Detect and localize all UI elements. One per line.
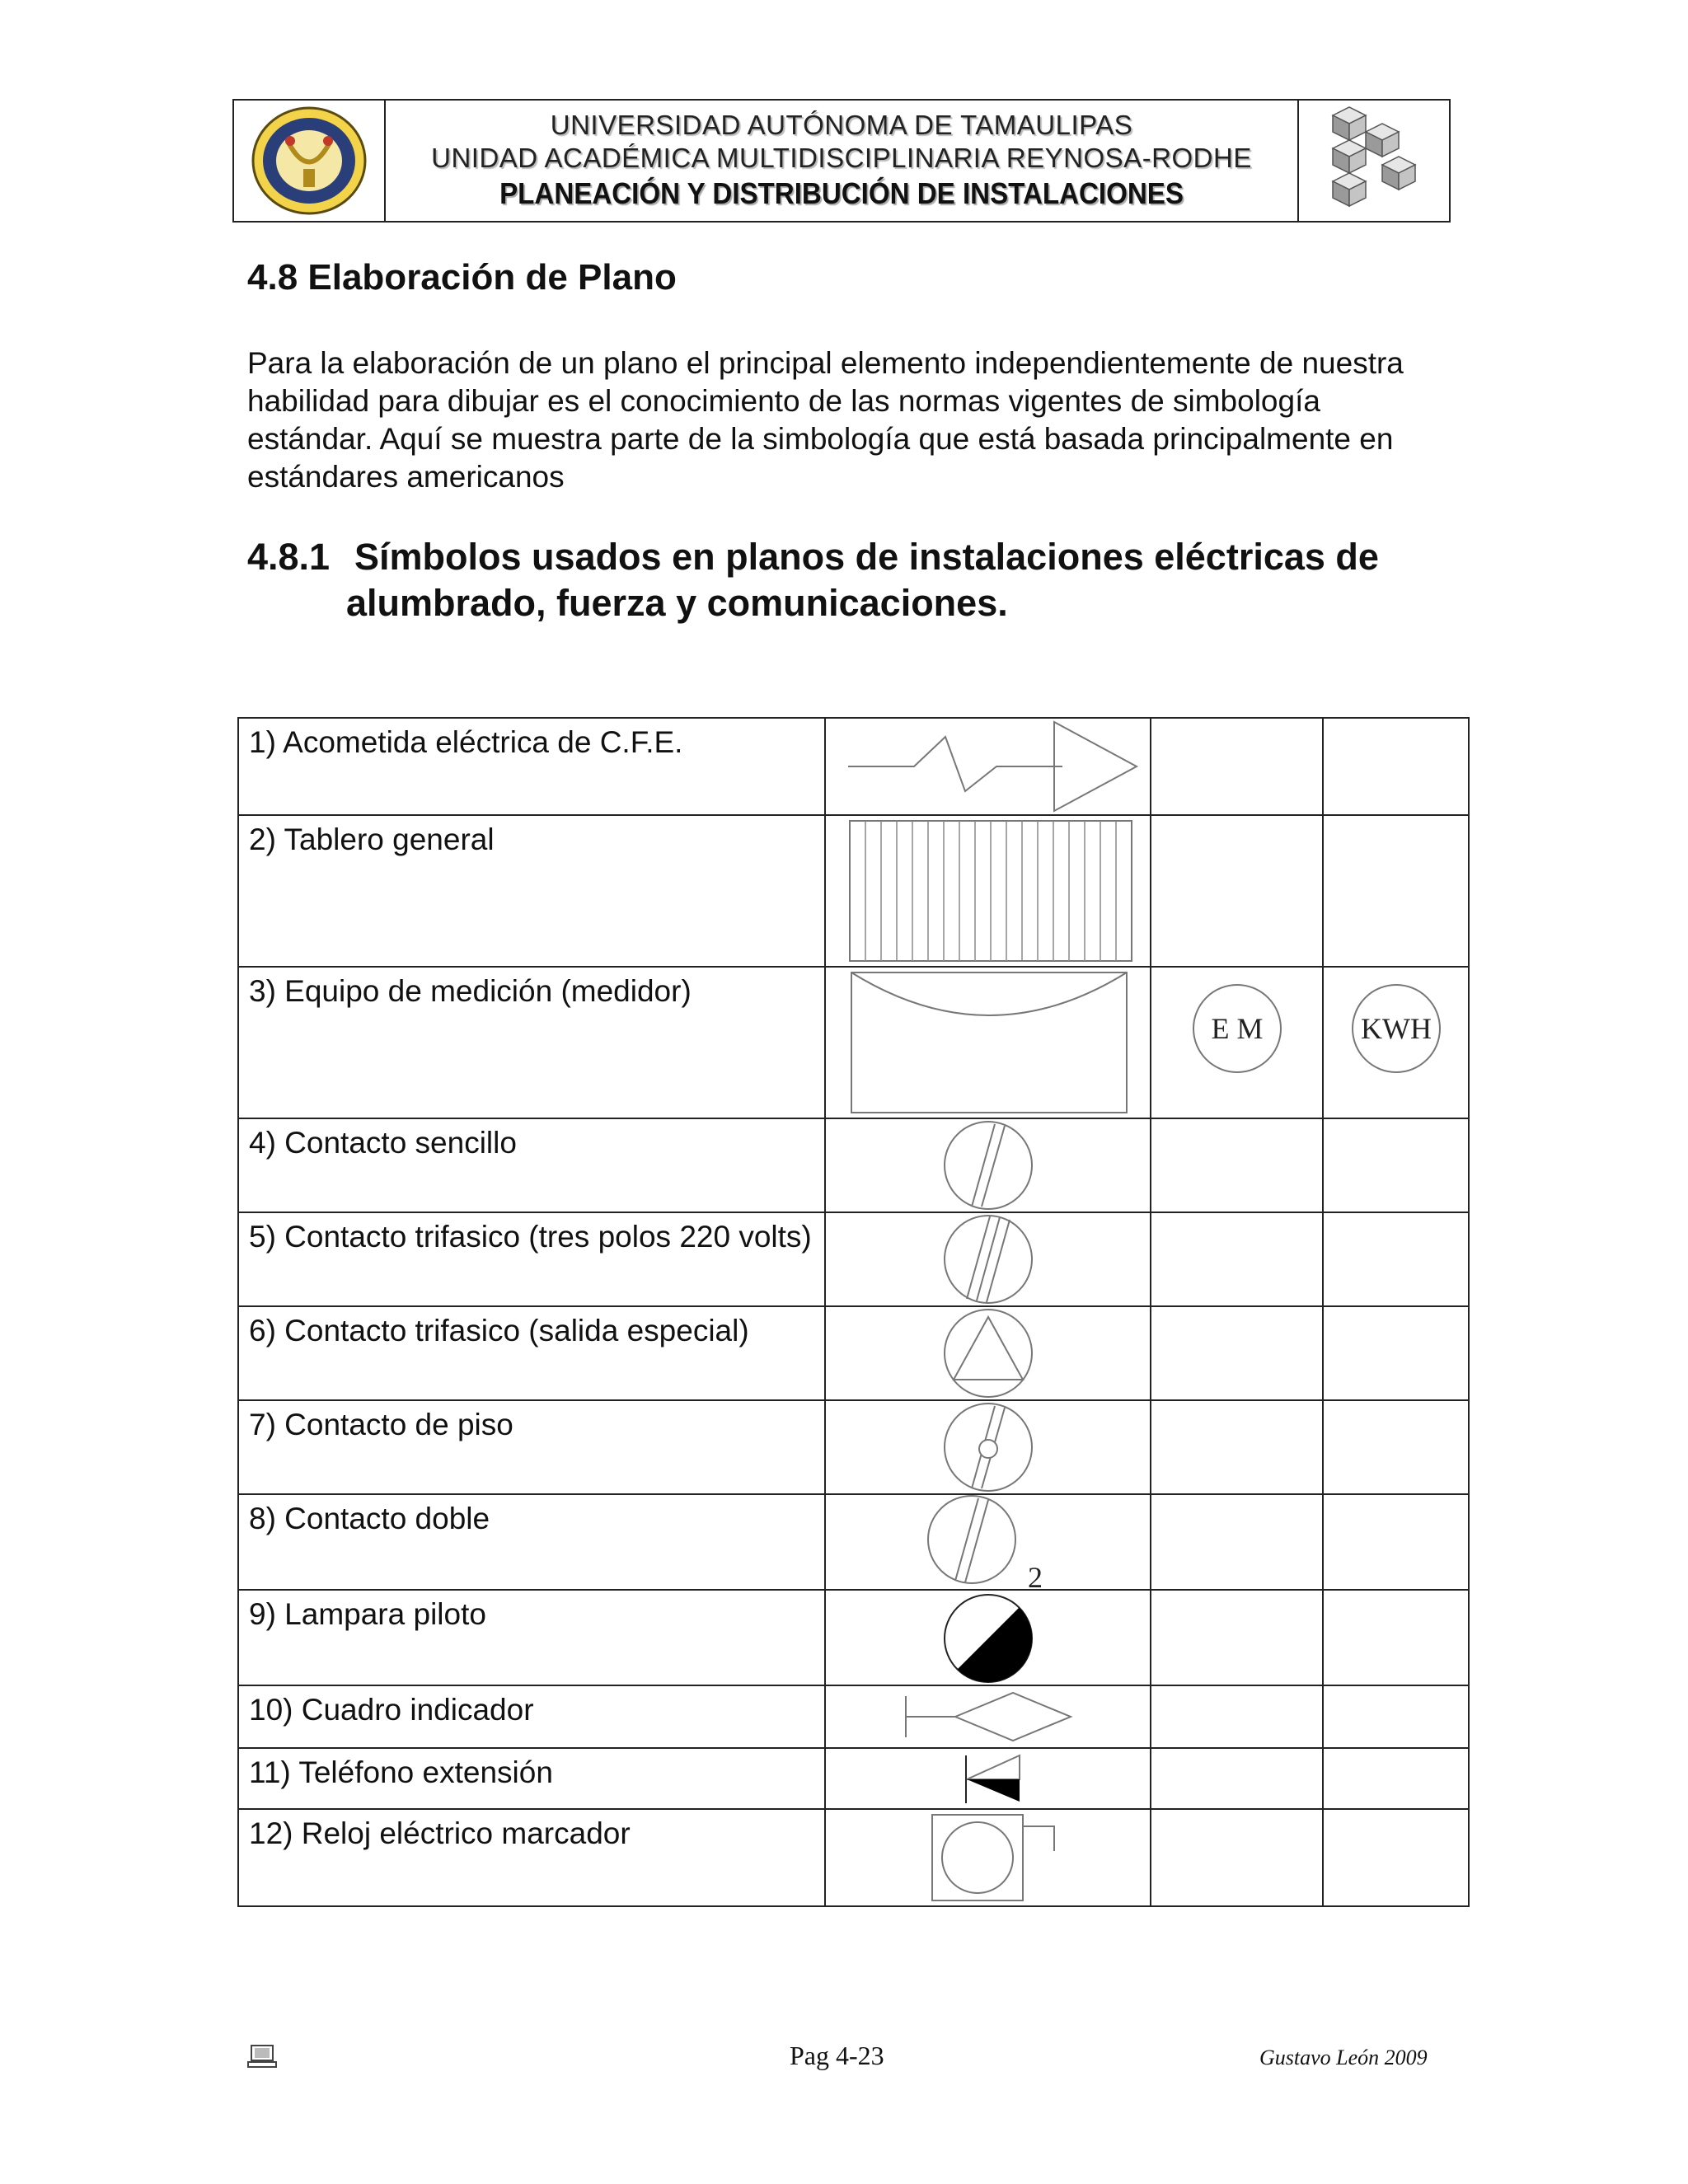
extra-cell [1323, 1400, 1469, 1494]
subsection-title-line2: alumbrado, fuerza y comunicaciones. [346, 582, 1008, 624]
extra-cell [1323, 967, 1469, 1118]
extra-cell [1151, 815, 1323, 967]
em-label: E M [1211, 1012, 1263, 1045]
pilot-lamp-icon [931, 1591, 1046, 1685]
main-panel-icon [840, 816, 1137, 966]
symbol-cell [825, 1118, 1151, 1212]
table-row [238, 1212, 1469, 1306]
service-entrance-icon [832, 719, 1145, 814]
header-logo-cell [234, 101, 386, 221]
extra-cell [1323, 1306, 1469, 1400]
header-titles [386, 101, 1297, 221]
computer-icon [247, 2044, 277, 2069]
extra-cell [1323, 1685, 1469, 1748]
extra-cell [1323, 815, 1469, 967]
kwh-label: KWH [1360, 1012, 1432, 1045]
extra-cell [1151, 967, 1323, 1118]
extra-cell [1151, 1400, 1323, 1494]
author-credit: Gustavo León 2009 [1259, 2046, 1428, 2069]
symbol-cell [825, 1748, 1151, 1809]
academic-unit: UNIDAD ACADÉMICA MULTIDISCIPLINARIA REYNOSA-RODHE [431, 143, 1252, 173]
symbol-label: 12) Reloj eléctrico marcador [238, 1809, 825, 1906]
table-row [238, 1685, 1469, 1748]
indicator-panel-icon [898, 1686, 1079, 1747]
symbol-label: 3) Equipo de medición (medidor) [238, 967, 825, 1118]
table-row [238, 1590, 1469, 1685]
double-outlet-icon [922, 1495, 1054, 1589]
document-header [232, 99, 1451, 223]
floor-outlet-icon [931, 1401, 1046, 1493]
extra-cell [1151, 1494, 1323, 1590]
extra-cell [1323, 1118, 1469, 1212]
symbol-cell [825, 815, 1151, 967]
subsection-title-line1: Símbolos usados en planos de instalaciones eléctricas de [354, 536, 1379, 578]
extra-cell [1151, 1748, 1323, 1809]
table-row [238, 815, 1469, 967]
extra-cell [1151, 718, 1323, 815]
em-meter-icon [1191, 982, 1283, 1075]
symbol-label: 6) Contacto trifasico (salida especial) [238, 1306, 825, 1400]
extra-cell [1323, 1590, 1469, 1685]
course-title: PLANEACIÓN Y DISTRIBUCIÓN DE INSTALACIONES [499, 176, 1184, 210]
symbol-cell [825, 967, 1151, 1118]
table-row [238, 1809, 1469, 1906]
table-row [238, 1118, 1469, 1212]
extra-cell [1151, 1118, 1323, 1212]
symbol-cell [825, 1494, 1151, 1590]
kwh-meter-icon [1350, 982, 1442, 1075]
symbol-label: 1) Acometida eléctrica de C.F.E. [238, 718, 825, 815]
symbol-cell [825, 1306, 1151, 1400]
extra-cell [1323, 718, 1469, 815]
symbol-cell [825, 1212, 1151, 1306]
extra-cell [1151, 1590, 1323, 1685]
symbol-label: 11) Teléfono extensión [238, 1748, 825, 1809]
phone-extension-icon [947, 1749, 1029, 1808]
electric-clock-icon [914, 1810, 1062, 1905]
symbol-label: 9) Lampara piloto [238, 1590, 825, 1685]
meter-equipment-icon [840, 968, 1137, 1118]
symbol-cell [825, 1809, 1151, 1906]
extra-cell [1323, 1809, 1469, 1906]
table-row [238, 967, 1469, 1118]
special-outlet-icon [931, 1307, 1046, 1399]
symbol-cell [825, 1400, 1151, 1494]
extra-cell [1151, 1685, 1323, 1748]
single-outlet-icon [931, 1119, 1046, 1212]
extra-cell [1323, 1748, 1469, 1809]
symbol-cell [825, 718, 1151, 815]
table-row [238, 1748, 1469, 1809]
three-phase-outlet-icon [931, 1213, 1046, 1305]
subsection-title [247, 534, 1467, 626]
extra-cell [1151, 1809, 1323, 1906]
university-seal-icon [247, 103, 371, 218]
subsection-number: 4.8.1 [247, 536, 331, 578]
symbol-label: 2) Tablero general [238, 815, 825, 967]
university-name: UNIVERSIDAD AUTÓNOMA DE TAMAULIPAS [550, 110, 1133, 140]
isometric-cubes-icon [1316, 103, 1432, 218]
extra-cell [1151, 1306, 1323, 1400]
symbols-table [237, 717, 1470, 1907]
table-row [238, 1400, 1469, 1494]
intro-paragraph: Para la elaboración de un plano el principal elemento independientemente de nuestra habilidad para dibujar es el conocimiento de las normas vigentes de simbología estándar. Aquí se muestra parte de la simbología que está basada principalmente en estándares americanos [247, 346, 1404, 494]
symbol-cell [825, 1590, 1151, 1685]
double-outlet-subscript: 2 [1027, 1561, 1043, 1589]
table-row [238, 718, 1469, 815]
symbol-label: 4) Contacto sencillo [238, 1118, 825, 1212]
section-title: 4.8 Elaboración de Plano [247, 257, 677, 298]
table-row [238, 1494, 1469, 1590]
extra-cell [1323, 1212, 1469, 1306]
symbol-label: 10) Cuadro indicador [238, 1685, 825, 1748]
extra-cell [1323, 1494, 1469, 1590]
extra-cell [1151, 1212, 1323, 1306]
symbol-label: 7) Contacto de piso [238, 1400, 825, 1494]
symbol-label: 8) Contacto doble [238, 1494, 825, 1590]
header-emblem-cell [1297, 101, 1449, 221]
symbol-cell [825, 1685, 1151, 1748]
page-number: Pag 4-23 [790, 2041, 884, 2070]
table-row [238, 1306, 1469, 1400]
symbol-label: 5) Contacto trifasico (tres polos 220 volts) [238, 1212, 825, 1306]
